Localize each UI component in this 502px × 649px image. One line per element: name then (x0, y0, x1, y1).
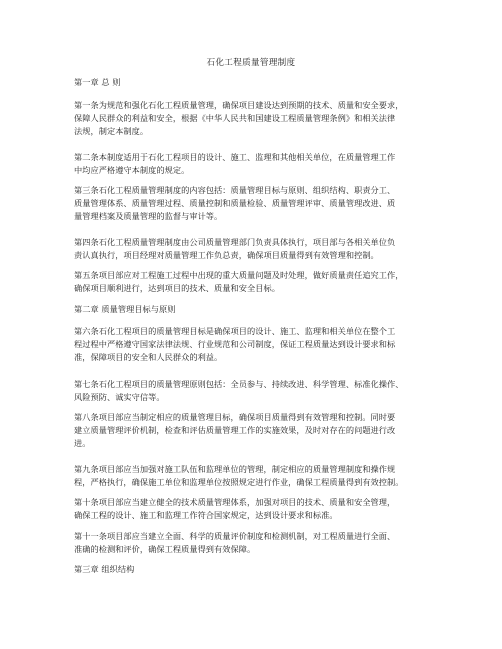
text-line: 第六条石化工程项目的质量管理目标是确保项目的设计、施工、监理和相关单位在整个工 (74, 326, 396, 336)
text-line: 法规，制定本制度。 (74, 126, 149, 136)
text-line: 建立质量管理评价机制，检查和评估质量管理工作的实施效果，及时对存在的问题进行改 (74, 425, 396, 435)
chapter-2-heading (74, 303, 436, 316)
text-line: 第一条为规范和强化石化工程质量管理，确保项目建设达到预期的技术、质量和安全要求， (74, 100, 404, 110)
text-line: 程，严格执行，确保施工单位和监理单位按照规定进行作业，确保工程质量得到有效控制。 (74, 477, 404, 487)
text-line: 责认真执行，项目经理对质量管理工作负总责，确保项目质量得到有效管理和控制。 (74, 250, 379, 260)
text-line: 确保工程的设计、施工和监理工作符合国家规定，达到设计要求和标准。 (74, 510, 338, 520)
text-line: 第一章 总 则 (74, 77, 121, 87)
article-8-paragraph (74, 411, 436, 450)
chapter-3-heading (74, 563, 436, 576)
text-line: 确保项目顺利进行，达到项目的技术、质量和安全目标。 (74, 283, 280, 293)
text-line: 第九条项目部应当加强对施工队伍和监理单位的管理，制定相应的质量管理制度和操作规 (74, 464, 396, 474)
text-line: 程过程中严格遵守国家法律法规、行业规范和公司制度，保证工程质量达到设计要求和标 (74, 339, 396, 349)
article-10-paragraph (74, 496, 436, 522)
text-line: 第八条项目部应当制定相应的质量管理目标，确保项目质量得到有效管理和控制。同时要 (74, 412, 396, 422)
text-line: 第二章 质量管理目标与原则 (74, 304, 176, 314)
text-line: 第七条石化工程项目的质量管理原则包括：全员参与、持续改进、科学管理、标准化操作、 (74, 379, 404, 389)
article-4-paragraph (74, 236, 436, 262)
article-11-paragraph (74, 530, 436, 556)
text-line: 进。 (74, 438, 91, 448)
text-line: 第二条本制度适用于石化工程项目的设计、施工、监理和其他相关单位，在质量管理工作 (74, 152, 396, 162)
text-line: 准确的检测和评价，确保工程质量得到有效保障。 (74, 544, 256, 554)
chapter-1-heading (74, 76, 436, 89)
article-2-paragraph (74, 151, 436, 177)
article-6-paragraph (74, 325, 436, 364)
article-1-paragraph (74, 99, 436, 138)
text-line: 第三章 组织结构 (74, 564, 135, 574)
text-line: 第五条项目部应对工程施工过程中出现的重大质量问题及时处理，做好质量责任追究工作， (74, 270, 404, 280)
article-7-paragraph (74, 378, 436, 404)
article-3-paragraph (74, 184, 436, 223)
article-5-paragraph (74, 269, 436, 295)
document-title: 石化工程质量管理制度 (206, 58, 296, 68)
text-line: 准，保障项目的安全和人民群众的利益。 (74, 352, 223, 362)
article-9-paragraph (74, 463, 436, 489)
text-line: 保障人民群众的利益和安全，根据《中华人民共和国建设工程质量管理条例》和相关法律 (74, 113, 396, 123)
text-line: 第十条项目部应当建立健全的技术质量管理体系，加强对项目的技术、质量和安全管理， (74, 497, 396, 507)
text-line: 第十一条项目部应当建立全面、科学的质量评价制度和检测机制，对工程质量进行全面、 (74, 531, 396, 541)
text-line: 中均应严格遵守本制度的规定。 (74, 165, 190, 175)
text-line: 质量管理体系、质量管理过程、质量控制和质量检验、质量管理评审、质量管理改进、质 (74, 198, 396, 208)
text-line: 风险预防、诚实守信等。 (74, 392, 165, 402)
text-line: 第四条石化工程质量管理制度由公司质量管理部门负责具体执行，项目部与各相关单位负 (74, 237, 396, 247)
text-line: 第三条石化工程质量管理制度的内容包括：质量管理目标与原则、组织结构、职责分工、 (74, 185, 396, 195)
text-line: 量管理档案及质量管理的监督与审计等。 (74, 211, 223, 221)
